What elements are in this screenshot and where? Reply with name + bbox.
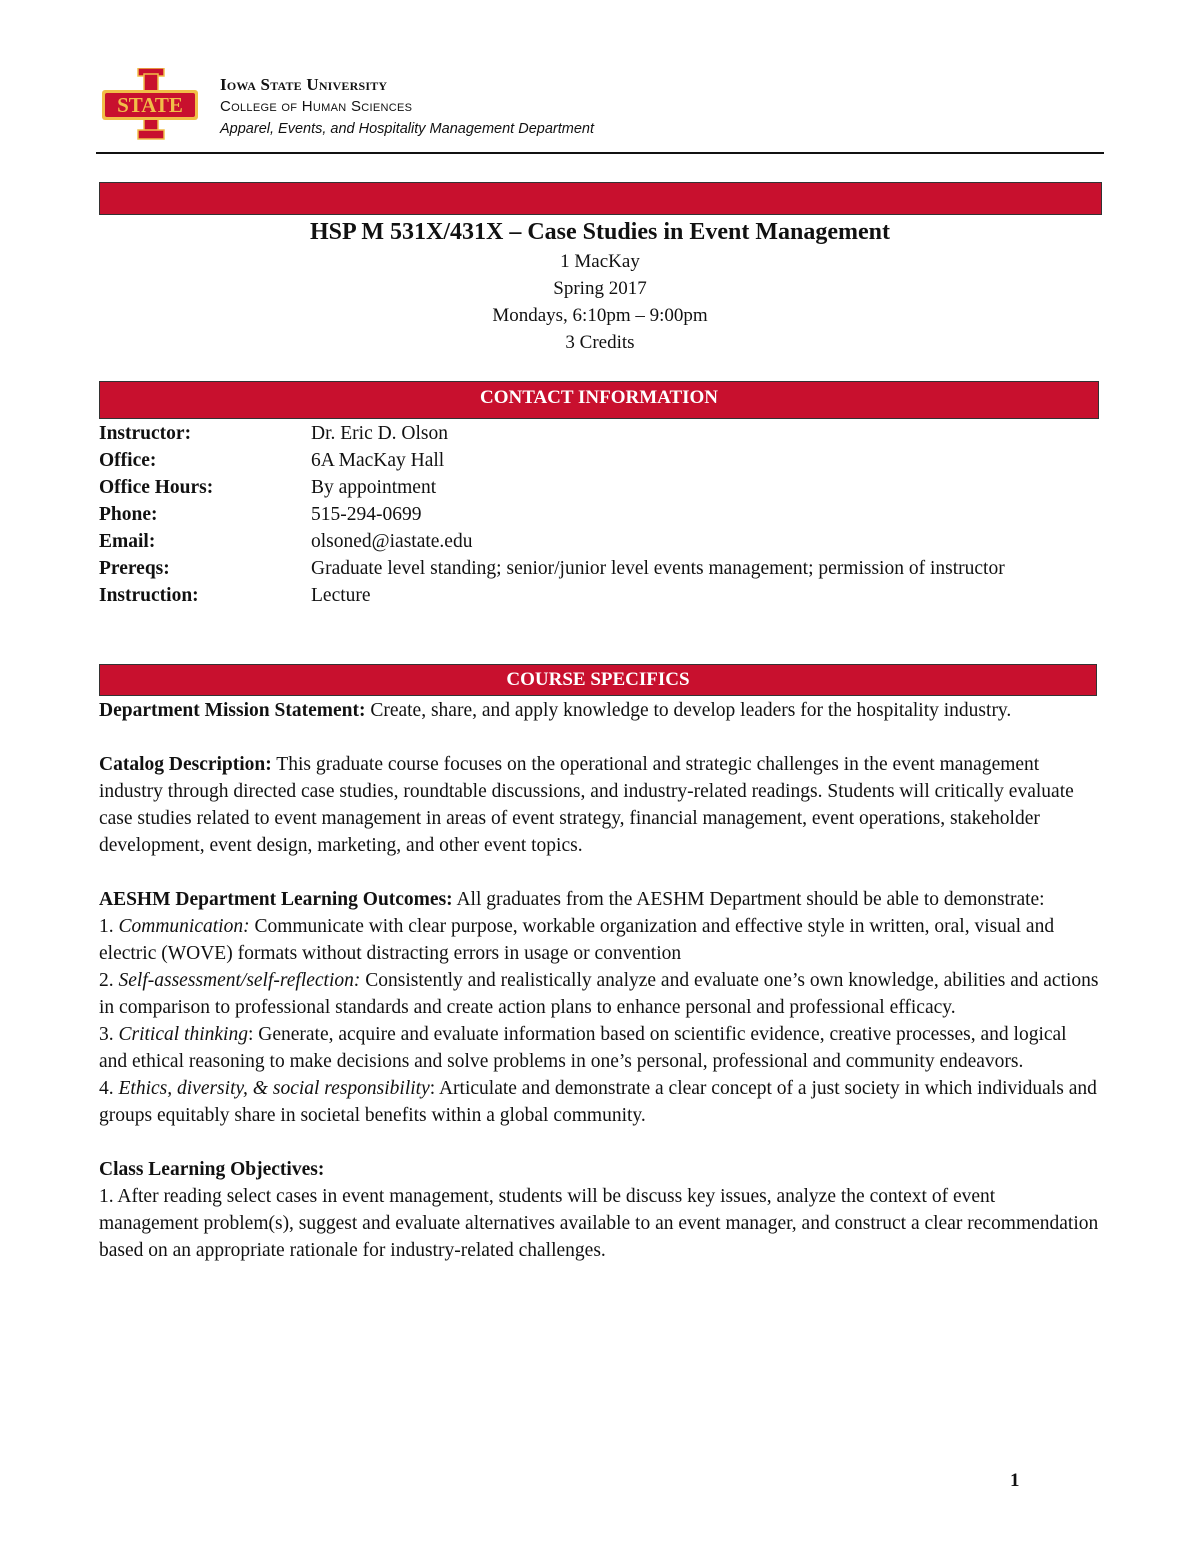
contact-row-office [99,447,1099,474]
contact-heading: CONTACT INFORMATION [99,381,1099,419]
contact-row-instructor [99,420,1099,447]
catalog-label: Catalog Description: [99,754,272,775]
contact-value: Lecture [311,585,371,606]
course-credits: 3 Credits [565,332,635,353]
outcome-item: 1. Communication: Communicate with clear purpose, workable organization and effective style in written, oral, visual and electric (WOVE) formats without distracting errors in usage or convention [99,916,1055,964]
mission-statement [99,697,1099,724]
outcomes-label: AESHM Department Learning Outcomes: [99,889,453,910]
college-name: College of Human Sciences [220,98,413,115]
catalog-text: This graduate course focuses on the operational and strategic challenges in the event management industry through directed case studies, roundtable discussions, and industry-related readings. Students will critically evaluate case studies related to event management in areas of event strategy, financial management, event operations, stakeholder development, event design, marketing, and other event topics. [99,754,1074,856]
university-name: Iowa State University [220,75,388,94]
course-term: Spring 2017 [553,278,647,299]
contact-value: Dr. Eric D. Olson [311,423,449,444]
course-specifics-body [99,697,1099,1264]
contact-row-phone [99,501,1099,528]
contact-label: Phone: [99,504,158,525]
department-name: Apparel, Events, and Hospitality Management Department [220,121,594,137]
contact-row-prereqs [99,555,1099,582]
contact-row-email [99,528,1099,555]
contact-row-office-hours [99,474,1099,501]
email-link[interactable]: olsoned@iastate.edu [311,531,473,552]
course-specifics-heading: COURSE SPECIFICS [99,664,1097,696]
university-header [220,74,594,140]
course-schedule: Mondays, 6:10pm – 9:00pm [492,305,708,326]
logo-wordmark: STATE [117,93,183,117]
contact-value: By appointment [311,477,437,498]
header-divider [96,152,1104,154]
contact-value: 515-294-0699 [311,504,422,525]
outcome-item: 4. Ethics, diversity, & social responsibility: Articulate and demonstrate a clear concept of a just society in which individuals and groups equitably share in societal benefits within a global community. [99,1078,1097,1126]
contact-label: Prereqs: [99,558,170,579]
course-room: 1 MacKay [560,251,640,272]
contact-label: Email: [99,531,156,552]
course-title-block [0,216,1200,356]
course-title: HSP M 531X/431X – Case Studies in Event Management [309,219,890,245]
outcome-term: Ethics, diversity, & social responsibility [118,1078,430,1099]
iowa-state-logo [100,68,200,140]
contact-row-instruction [99,582,1099,609]
learning-outcomes [99,886,1099,913]
objectives-heading: Class Learning Objectives: [99,1159,325,1180]
contact-table [99,420,1099,609]
mission-label: Department Mission Statement: [99,700,366,721]
contact-label: Office: [99,450,157,471]
page-number: 1 [1010,1470,1020,1491]
contact-label: Office Hours: [99,477,214,498]
outcome-item: 3. Critical thinking: Generate, acquire and evaluate information based on scientific evidence, creative processes, and logical and ethical reasoning to make decisions and solve problems in one’s personal, professional and community endeavors. [99,1024,1067,1072]
contact-label: Instructor: [99,423,192,444]
outcome-item: 2. Self-assessment/self-reflection: Consistently and realistically analyze and evaluate one’s own knowledge, abilities and actions in comparison to professional standards and create action plans to enhance personal and professional efficacy. [99,970,1099,1018]
top-accent-bar [99,182,1102,215]
catalog-description [99,751,1099,859]
outcome-term: Critical thinking [118,1024,248,1045]
contact-value: Graduate level standing; senior/junior level events management; permission of instructor [311,558,1005,579]
outcomes-text: All graduates from the AESHM Department should be able to demonstrate: [452,889,1045,910]
outcome-term: Self-assessment/self-reflection: [118,970,361,991]
outcome-term: Communication: [118,916,250,937]
mission-text: Create, share, and apply knowledge to develop leaders for the hospitality industry. [365,700,1012,721]
contact-label: Instruction: [99,585,199,606]
contact-value: 6A MacKay Hall [311,450,445,471]
objective-item: 1. After reading select cases in event management, students will be discuss key issues, analyze the context of event management problem(s), suggest and evaluate alternatives available to an event manager, and construct a clear recommendation based on an appropriate rationale for industry-related challenges. [99,1186,1099,1261]
